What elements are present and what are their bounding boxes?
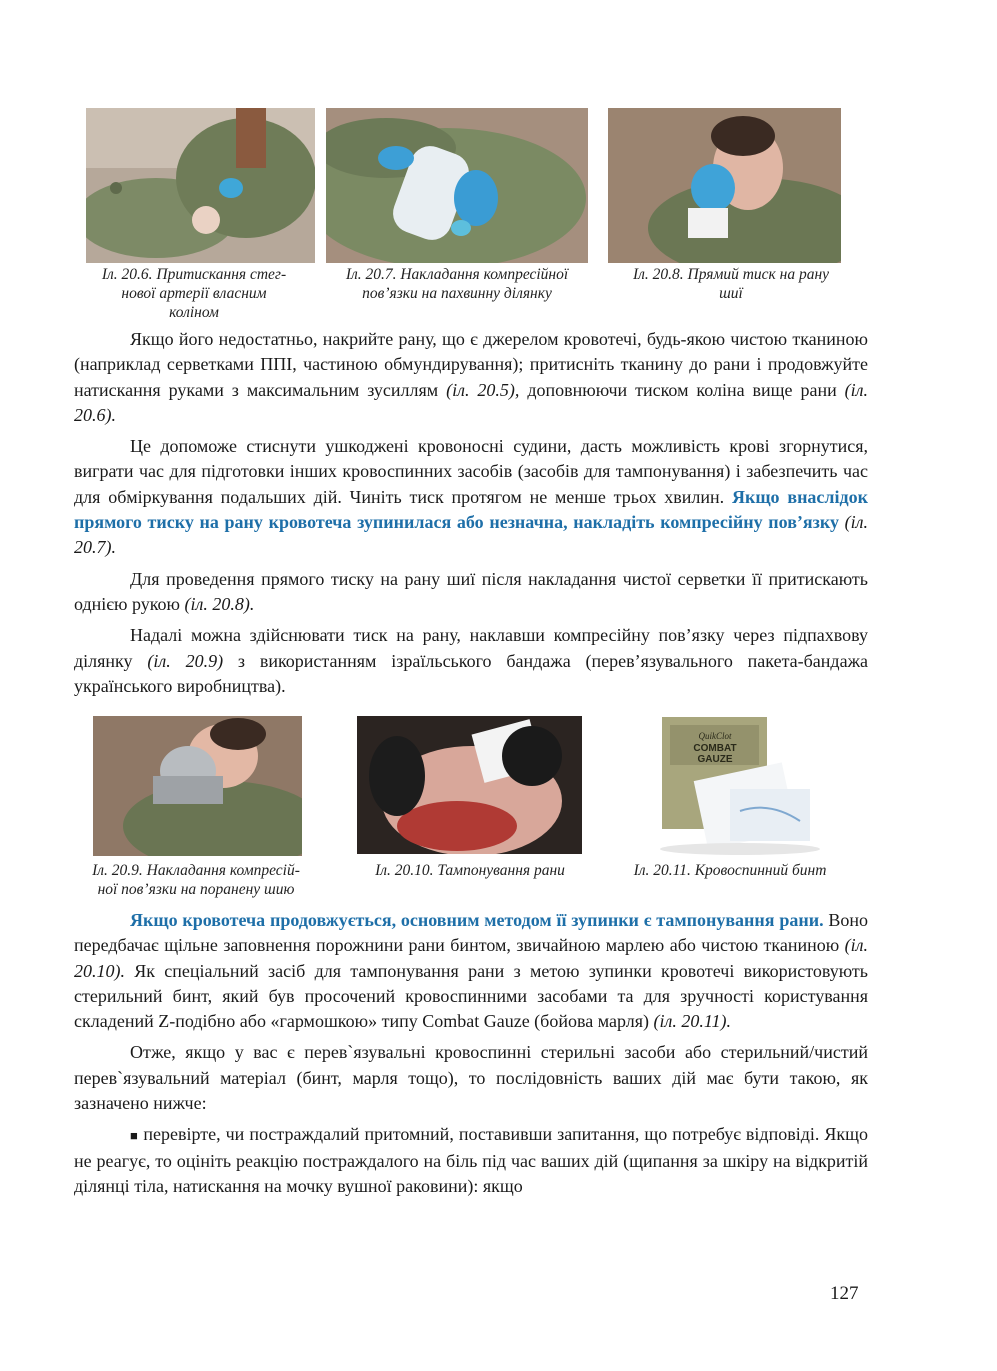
paragraph-4: Надалі можна здійснювати тиск на рану, наклавши компресійну пов’язку через підпахвову ділянку (іл. 20.9) з використанням ізраїльського бандажа (перев’язувального пакета-бандажа українського виробництва). xyxy=(74,625,868,696)
paragraph-6: Отже, якщо у вас є перев`язувальні кровоспинні стерильні засоби або стерильний/чистий перев`язувальний матеріал (бинт, марля тощо), то послідовність ваших дій має бути такою, як зазначено нижче: xyxy=(74,1042,868,1114)
page-number: 127 xyxy=(830,1283,859,1304)
photo-20-9 xyxy=(93,716,302,856)
bullet-square-icon: ■ xyxy=(130,1128,139,1144)
caption-20-9: Іл. 20.9. Накладання компресій- ної пов’язки на поранену шию xyxy=(92,862,300,898)
caption-20-10: Іл. 20.10. Тампонування рани xyxy=(375,862,565,879)
body-text-lower xyxy=(74,908,868,1205)
paragraph-2: Це допоможе стиснути ушкоджені кровоносні судини, дасть можливість крові згорнутися, виграти час для підготовки інших кровоспинних засобів (засобів для тампонування) і забезпечить час для обміркування подальших дій. Чиніть тиск протягом не менше трьох хвилин. Якщо внаслідок прямого тиску на рану кровотеча зупинилася або незначна, накладіть компресійну пов’язку (іл. 20.7). xyxy=(74,436,869,558)
caption-20-7: Іл. 20.7. Накладання компресійної пов’язки на пахвинну ділянку xyxy=(345,266,569,302)
package-line1: COMBAT xyxy=(693,743,737,754)
caption-20-6: Іл. 20.6. Притискання стег- нової артерії власним коліном xyxy=(101,266,287,321)
photo-20-11 xyxy=(640,711,830,859)
package-line2: GAUZE xyxy=(697,754,733,765)
paragraph-1: Якщо його недостатньо, накрийте рану, що є джерелом кровотечі, будь-якою чистою тканиною (наприклад серветками ППІ, частиною обмундирування); притисніть тканину до рани і продовжуйте натискання руками з максимальним зусиллям (іл. 20.5), доповнюючи тиском коліна вище рани (іл. 20.6). xyxy=(74,329,868,425)
bullet-item-1: ■ перевірте, чи постраждалий притомний, поставивши запитання, що потребує відповіді. Якщо не реагує, то оцініть реакцію постраждалого на біль під час ваших дій (щипання за шкіру на відкритій ділянці тіла, натискання на мочку вушної раковини): якщо xyxy=(74,1124,869,1196)
caption-20-8: Іл. 20.8. Прямий тиск на рану шиї xyxy=(632,266,830,302)
photo-20-7 xyxy=(326,108,588,263)
body-text-upper xyxy=(74,327,868,705)
paragraph-3: Для проведення прямого тиску на рану шиї після накладання чистої серветки її притискають однією рукою (іл. 20.8). xyxy=(74,568,868,614)
caption-20-11: Іл. 20.11. Кровоспинний бинт xyxy=(633,862,827,879)
paragraph-5: Якщо кровотеча продовжується, основним методом її зупинки є тампонування рани. Воно передбачає щільне заповнення порожнини рани бинтом, звичайною марлею або чистою тканиною (іл. 20.10). Як спеціальний засіб для тампонування рани з метою зупинки кровотечі використовують стерильний бинт, який був просочений кровоспинними засобами та для зручності користування складений Z-подібно або «гармошкою» типу Combat Gauze (бойова марля) (іл. 20.11). xyxy=(74,910,868,1032)
photo-20-10 xyxy=(357,716,582,854)
package-brand: QuikClot xyxy=(698,731,732,741)
photo-20-6 xyxy=(86,108,315,263)
photo-20-8 xyxy=(608,108,841,263)
